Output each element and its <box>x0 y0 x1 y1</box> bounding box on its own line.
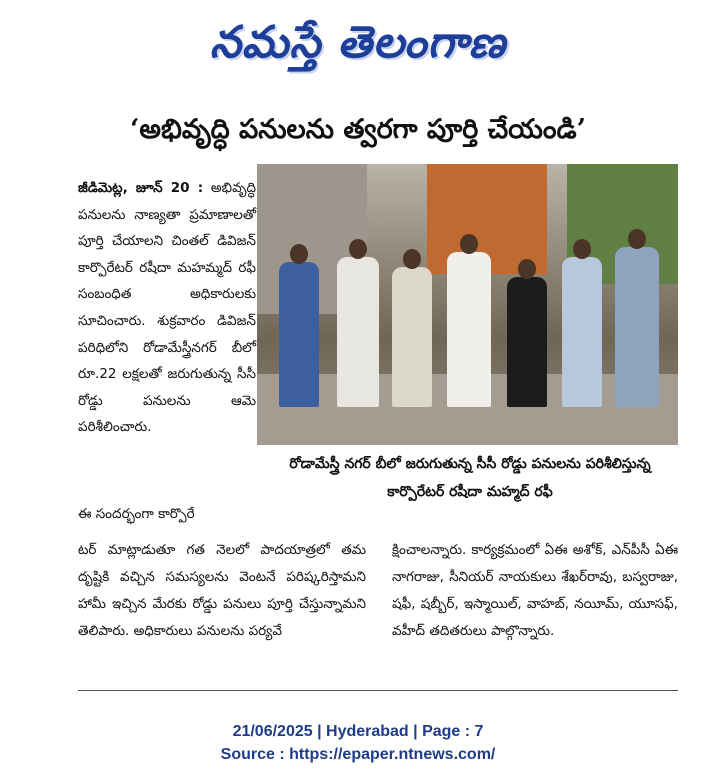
photo-caption: రోడామేస్త్రీ నగర్ బీలో జరుగుతున్న సీసీ రోడ్డు పనులను పరిశీలిస్తున్న కార్పొరేటర్ రషీదా మహ్మద్ రఫీ <box>289 456 651 500</box>
article-column-left <box>78 175 256 441</box>
article-headline: ‘అభివృద్ధి పనులను త్వరగా పూర్తి చేయండి’ <box>130 114 586 145</box>
article-bottom-left: టర్ మాట్లాడుతూ గత నెలలో పాదయాత్రలో తమ దృష్టికి వచ్చిన సమస్యలను వెంటనే పరిష్కరిస్తామని హామీ ఇచ్చిన మేరకు రోడ్డు పనులు పూర్తి చేస్తున్నామని తెలిపారు. అధికారులు పనులను పర్యవే <box>78 542 366 639</box>
article-column-left-continued <box>78 487 256 541</box>
photo-person <box>279 262 319 407</box>
article-bottom-right: క్షించాలన్నారు. కార్యక్రమంలో ఏఈ అశోక్, ఎన్‌పీసీ ఏఈ నాగరాజు, సీనియర్ నాయకులు శేఖర్‌రావు, బస్వరాజు, షఫీ, షబ్బీర్, ఇస్మాయిల్, వాహబ్, నయీమ్, యూసఫ్, వహీద్ తదితరులు పాల్గొన్నారు. <box>392 542 678 639</box>
footer-source-link[interactable]: Source : https://epaper.ntnews.com/ <box>220 746 496 763</box>
article-paragraph-1: అభివృద్ధి పనులను నాణ్యతా ప్రమాణాలతో పూర్తి చేయాలని చింతల్ డివిజన్ కార్పొరేటర్ రషీదా మహమ్మద్ రఫీ సంబంధిత అధికారులకు సూచించారు. శుక్రవారం డివిజన్ పరిధిలోని రోడామేస్త్రీనగర్ బీలో రూ.22 లక్షలతో జరుగుతున్న సీసీ రోడ్డు పనులను ఆమె పరిశీలించారు. <box>78 180 256 436</box>
source-footer <box>0 720 716 766</box>
clipped-next-article <box>82 691 676 700</box>
masthead-title: నమస్తే తెలంగాణ <box>209 17 507 68</box>
photo-person <box>562 257 602 407</box>
article-paragraph-2-start: ఈ సందర్భంగా కార్పొరే <box>78 505 195 522</box>
photo-person <box>447 252 491 407</box>
article-dateline: జీడిమెట్ల, జూన్ 20 : <box>78 180 204 196</box>
photo-person <box>392 267 432 407</box>
photo-person <box>615 247 659 407</box>
photo-person <box>337 257 379 407</box>
news-photo <box>257 164 678 445</box>
footer-date-page: 21/06/2025 | Hyderabad | Page : 7 <box>232 723 484 740</box>
photo-person <box>507 277 547 407</box>
